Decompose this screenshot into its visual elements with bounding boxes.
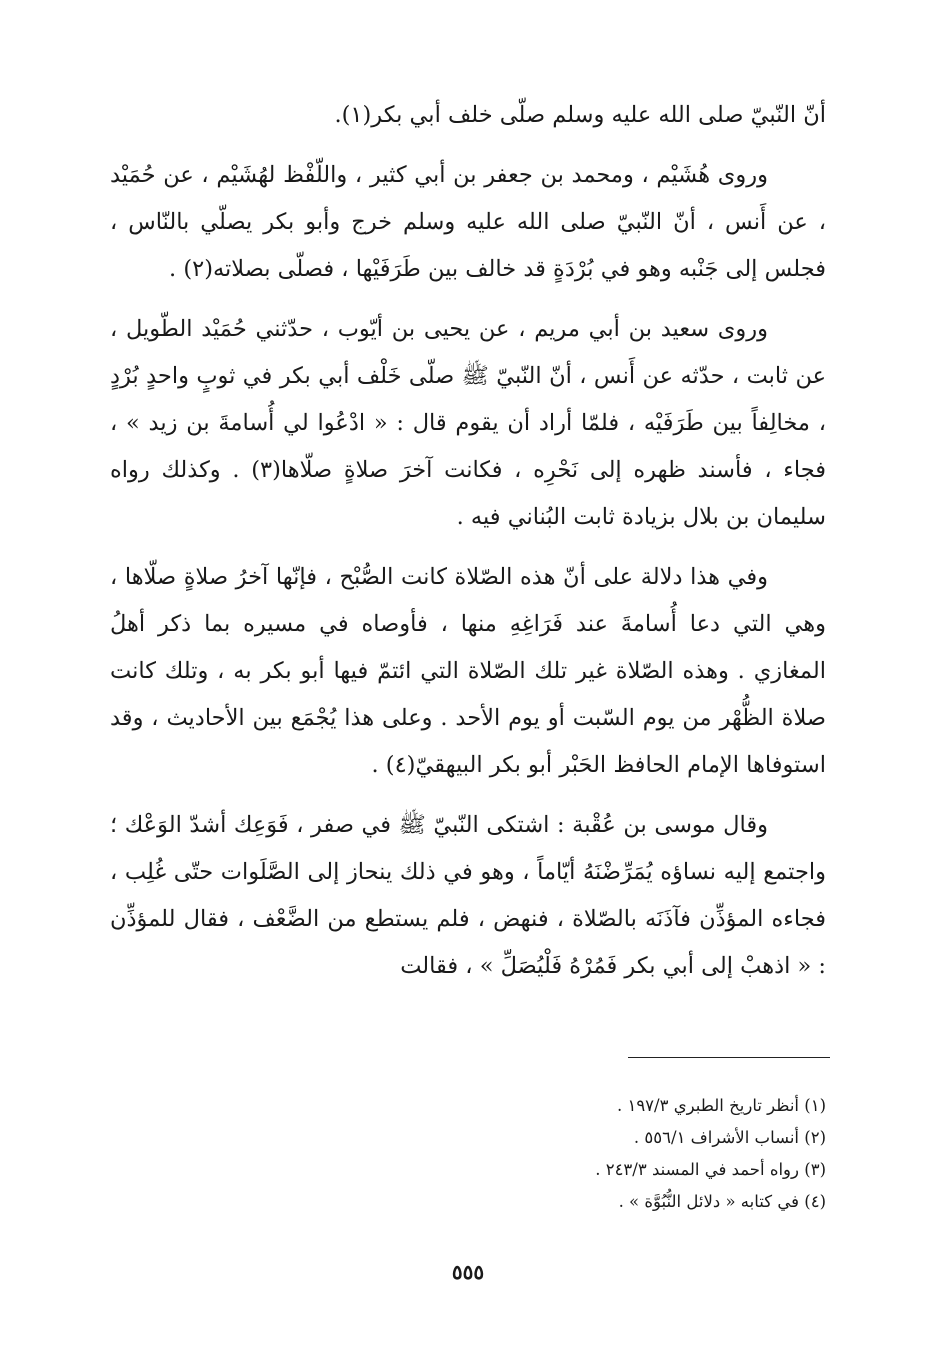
footnote-4: (٤) في كتابه « دلائل النُّبُوَّة » . <box>618 1192 826 1211</box>
main-text <box>110 92 826 1003</box>
paragraph-4: وفي هذا دلالة على أنّ هذه الصّلاة كانت الصُّبْح ، فإنّها آخرُ صلاةٍ صلّاها ، وهي التي دعا أُسامةَ عند فَرَاغِهِ منها ، فأوصاه في مسيره بما ذكر أهلُ المغازي . وهذه الصّلاة غير تلك الصّلاة التي ائتمّ فيها أبو بكر به ، وتلك كانت صلاة الظُّهْر من يوم السّبت أو يوم الأحد . وعلى هذا يُجْمَع بين الأحاديث ، وقد استوفاها الإمام الحافظ الحَبْر أبو بكر البيهقيّ(٤) . <box>110 564 826 778</box>
page-number: ٥٥٥ <box>451 1260 485 1284</box>
paragraph-5: وقال موسى بن عُقْبة : اشتكى النّبيّ ﷺ في صفر ، فَوَعِك أشدّ الوَعْك ؛ واجتمع إليه نساؤه يُمَرِّضْنَهُ أيّاماً ، وهو في ذلك ينحاز إلى الصَّلَوات حتّى غُلِب ، فجاءه المؤذِّن فآذَنَه بالصّلاة ، فنهض ، فلم يستطع من الضَّعْف ، فقال للمؤذِّن : « اذهبْ إلى أبي بكر فَمُرْهُ فَلْيُصَلِّ » ، فقالت <box>110 812 826 979</box>
footnote-3: (٣) رواه أحمد في المسند ٢٤٣/٣ . <box>595 1160 826 1179</box>
footnote-2: (٢) أنساب الأشراف ٥٥٦/١ . <box>633 1128 826 1147</box>
paragraph-1: أنّ النّبيّ صلى الله عليه وسلم صلّى خلف أبي بكر(١). <box>334 102 826 128</box>
footnote-divider <box>628 1057 830 1058</box>
paragraph-3: وروى سعيد بن أبي مريم ، عن يحيى بن أيّوب ، حدّثني حُمَيْد الطّويل ، عن ثابت ، حدّثه عن أَنس ، أنّ النّبيّ ﷺ صلّى خَلْف أبي بكر في ثوبٍ واحدٍ بُرْدٍ ، مخالِفاً بين طَرَفَيْه ، فلمّا أراد أن يقوم قال : « ادْعُوا لي أُسامةَ بن زيد » ، فجاء ، فأسند ظهره إلى نَحْرِه ، فكانت آخرَ صلاةٍ صلّاها(٣) . وكذلك رواه سليمان بن بلال بزيادة ثابت البُناني فيه . <box>110 316 826 530</box>
footnote-1: (١) أنظر تاريخ الطبري ١٩٧/٣ . <box>616 1096 826 1115</box>
paragraph-2: وروى هُشَيْم ، ومحمد بن جعفر بن أبي كثير ، واللّفْظ لهُشَيْم ، عن حُمَيْد ، عن أَنس ، أنّ النّبيّ صلى الله عليه وسلم خرج وأبو بكر يصلّي بالنّاس ، فجلس إلى جَنْبه وهو في بُرْدَةٍ قد خالف بين طَرَفَيْها ، فصلّى بصلاته(٢) . <box>110 162 826 282</box>
footnotes <box>110 1090 826 1218</box>
